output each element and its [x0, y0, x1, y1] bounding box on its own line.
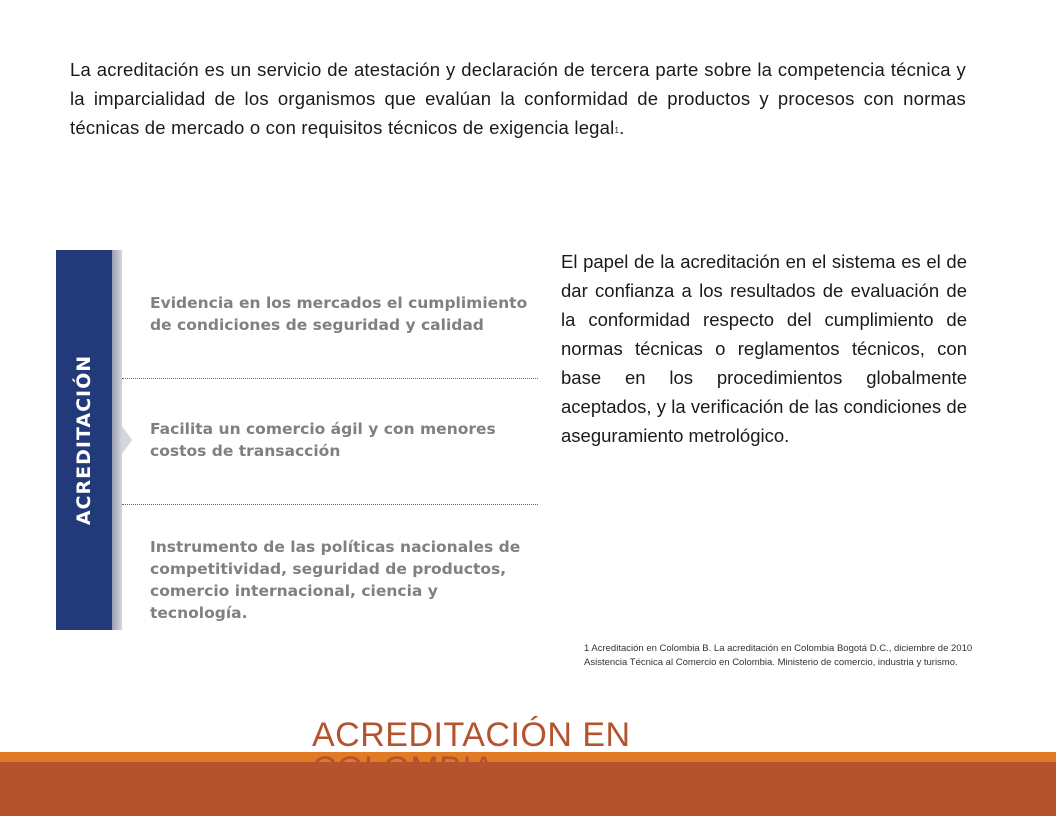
- dotted-divider: [122, 504, 538, 505]
- graphic-item-facilita: Facilita un comercio ágil y con menores costos de transacción: [150, 420, 496, 460]
- side-paragraph: El papel de la acreditación en el sistema es el de dar confianza a los resultados de evaluación de la conformidad respecto del cumplimiento de normas técnicas o reglamentos técnicos, con base en los procedimientos globalmente aceptados, y la verificación de las condiciones de aseguramiento metrológico.: [561, 251, 967, 446]
- acreditacion-bar-label: ACREDITACIÓN: [73, 354, 95, 526]
- bar-shade: [112, 250, 122, 630]
- intro-text: La acreditación es un servicio de atestación y declaración de tercera parte sobre la competencia técnica y la imparcialidad de los organismos que evalúan la conformidad de productos y procesos con normas técnicas de mercado o con requisitos técnicos de exigencia legal: [70, 59, 966, 138]
- footnote-reference: 1: [614, 126, 620, 135]
- slide-title: ACREDITACIÓN EN COLOMBIA: [312, 716, 631, 788]
- footnote-line-1: 1 Acreditación en Colombia B. La acreditación en Colombia Bogotá D.C., diciembre de 2010: [584, 643, 973, 654]
- footnote: [584, 642, 1024, 670]
- intro-end: .: [619, 117, 625, 138]
- dotted-divider: [122, 378, 538, 379]
- bar-arrow-icon: [122, 426, 132, 454]
- graphic-item-evidencia: Evidencia en los mercados el cumplimiento de condiciones de seguridad y calidad: [150, 294, 528, 334]
- acreditacion-graphic: [56, 250, 538, 630]
- intro-paragraph: [70, 55, 966, 145]
- graphic-item-instrumento: Instrumento de las políticas nacionales de competitividad, seguridad de productos, comercio internacional, ciencia y tecnología.: [150, 538, 521, 622]
- footnote-line-2: Asistencia Técnica al Comercio en Colombia. Ministerio de comercio, industria y turismo.: [584, 657, 958, 668]
